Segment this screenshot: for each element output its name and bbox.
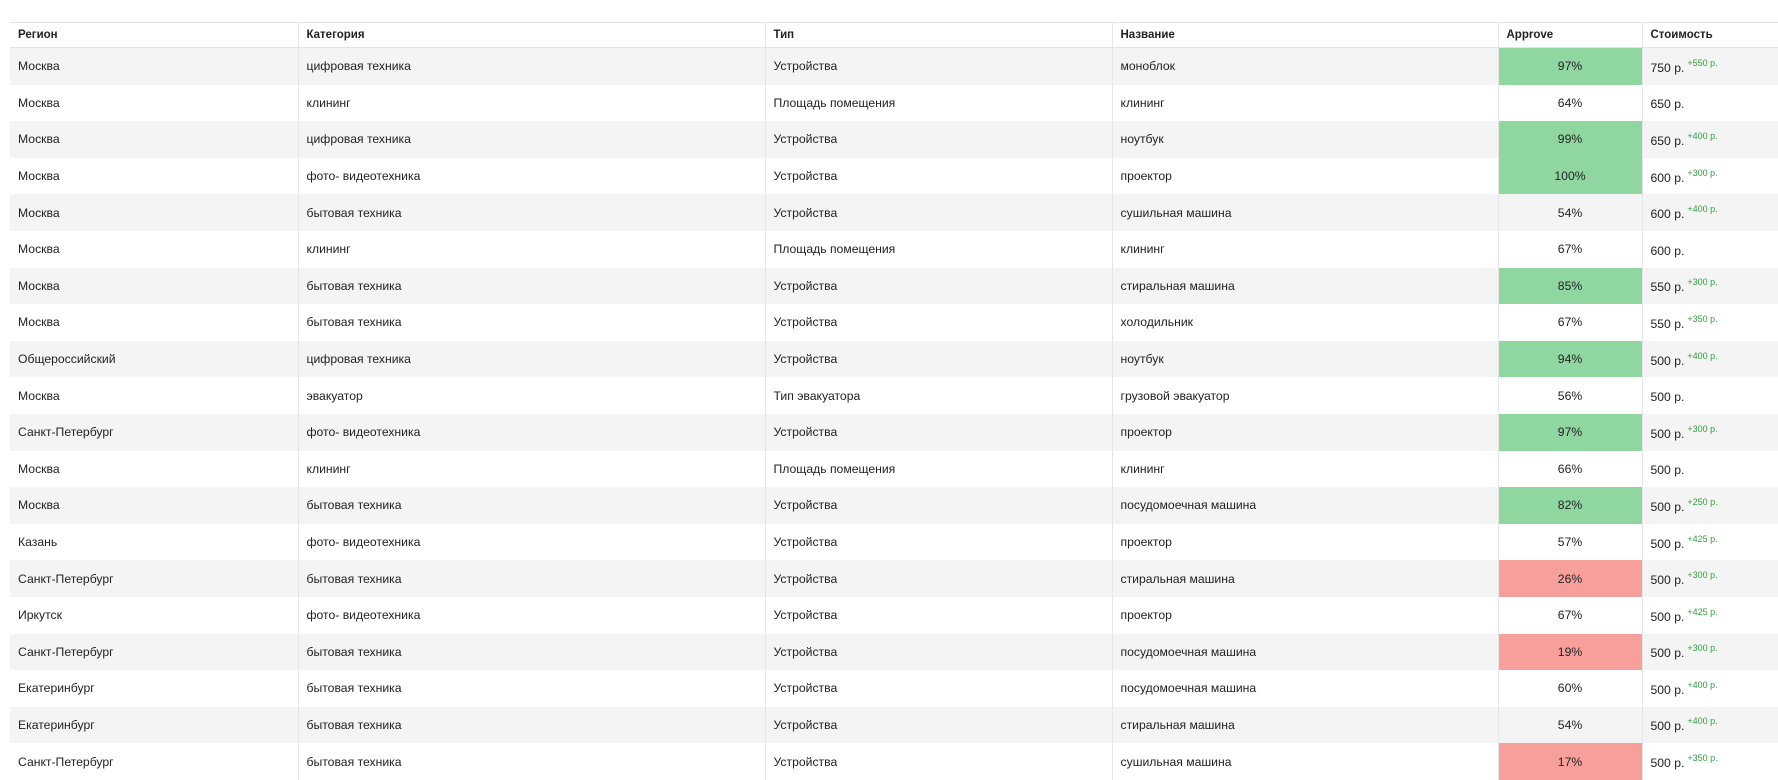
price-bonus: +300 р. (1687, 423, 1718, 434)
cell-name: ноутбук (1112, 341, 1498, 378)
price-value: 500 р. (1650, 390, 1685, 405)
table-row[interactable] (10, 268, 1778, 305)
cell-region: Москва (10, 268, 298, 305)
cell-cost (1642, 304, 1778, 341)
header-row (10, 23, 1778, 48)
cell-category: бытовая техника (298, 304, 765, 341)
cell-region: Екатеринбург (10, 670, 298, 707)
table-row[interactable] (10, 194, 1778, 231)
price-value: 550 р. (1650, 280, 1685, 295)
price-bonus: +400 р. (1687, 204, 1718, 215)
price-value: 500 р. (1650, 353, 1685, 368)
cell-cost (1642, 85, 1778, 122)
table-row[interactable] (10, 231, 1778, 268)
column-header-region[interactable]: Регион (10, 23, 298, 48)
cell-cost (1642, 231, 1778, 268)
cell-type: Устройства (765, 743, 1112, 780)
cell-name: грузовой эвакуатор (1112, 377, 1498, 414)
table-row[interactable] (10, 487, 1778, 524)
cell-cost (1642, 560, 1778, 597)
price-bonus: +400 р. (1687, 679, 1718, 690)
price-value: 500 р. (1650, 573, 1685, 588)
cell-category: цифровая техника (298, 121, 765, 158)
cell-approve: 17% (1498, 743, 1642, 780)
table-row[interactable] (10, 48, 1778, 85)
cell-region: Санкт-Петербург (10, 634, 298, 671)
cell-region: Санкт-Петербург (10, 414, 298, 451)
cell-name: сушильная машина (1112, 743, 1498, 780)
table-row[interactable] (10, 121, 1778, 158)
price-value: 500 р. (1650, 719, 1685, 734)
table-row[interactable] (10, 85, 1778, 122)
cell-region: Казань (10, 524, 298, 561)
cell-cost (1642, 158, 1778, 195)
cell-region: Общероссийский (10, 341, 298, 378)
cell-approve: 97% (1498, 414, 1642, 451)
cell-name: сушильная машина (1112, 194, 1498, 231)
table-row[interactable] (10, 743, 1778, 780)
cell-category: клининг (298, 85, 765, 122)
cell-name: клининг (1112, 451, 1498, 488)
cell-approve: 100% (1498, 158, 1642, 195)
cell-region: Москва (10, 304, 298, 341)
table-row[interactable] (10, 597, 1778, 634)
cell-region: Москва (10, 158, 298, 195)
table-row[interactable] (10, 377, 1778, 414)
cell-region: Москва (10, 231, 298, 268)
cell-category: фото- видеотехника (298, 158, 765, 195)
cell-type: Устройства (765, 194, 1112, 231)
price-value: 500 р. (1650, 682, 1685, 697)
cell-region: Москва (10, 194, 298, 231)
cell-cost (1642, 634, 1778, 671)
cell-category: цифровая техника (298, 341, 765, 378)
offers-table-container[interactable] (10, 22, 1778, 771)
price-bonus: +350 р. (1687, 313, 1718, 324)
cell-type: Устройства (765, 707, 1112, 744)
table-body (10, 48, 1778, 780)
price-value: 550 р. (1650, 316, 1685, 331)
cell-approve: 57% (1498, 524, 1642, 561)
cell-type: Устройства (765, 634, 1112, 671)
offers-table (10, 22, 1778, 780)
cell-type: Устройства (765, 158, 1112, 195)
cell-category: бытовая техника (298, 560, 765, 597)
price-bonus: +300 р. (1687, 643, 1718, 654)
cell-type: Устройства (765, 670, 1112, 707)
cell-category: бытовая техника (298, 670, 765, 707)
price-bonus: +300 р. (1687, 167, 1718, 178)
price-value: 650 р. (1650, 133, 1685, 148)
price-value: 500 р. (1650, 499, 1685, 514)
cell-cost (1642, 268, 1778, 305)
cell-cost (1642, 377, 1778, 414)
cell-region: Москва (10, 48, 298, 85)
cell-category: фото- видеотехника (298, 597, 765, 634)
cell-region: Санкт-Петербург (10, 743, 298, 780)
cell-type: Устройства (765, 597, 1112, 634)
price-value: 500 р. (1650, 646, 1685, 661)
table-row[interactable] (10, 414, 1778, 451)
cell-cost (1642, 414, 1778, 451)
column-header-type[interactable]: Тип (765, 23, 1112, 48)
cell-approve: 67% (1498, 231, 1642, 268)
price-bonus: +250 р. (1687, 496, 1718, 507)
column-header-approve[interactable]: Approve (1498, 23, 1642, 48)
cell-category: бытовая техника (298, 707, 765, 744)
cell-type: Устройства (765, 524, 1112, 561)
cell-name: стиральная машина (1112, 268, 1498, 305)
cell-cost (1642, 194, 1778, 231)
price-bonus: +400 р. (1687, 350, 1718, 361)
cell-cost (1642, 341, 1778, 378)
cell-type: Устройства (765, 560, 1112, 597)
table-header (10, 23, 1778, 48)
table-row[interactable] (10, 634, 1778, 671)
cell-cost (1642, 48, 1778, 85)
price-bonus: +400 р. (1687, 716, 1718, 727)
cell-approve: 67% (1498, 597, 1642, 634)
cell-region: Москва (10, 377, 298, 414)
cell-approve: 99% (1498, 121, 1642, 158)
cell-name: проектор (1112, 524, 1498, 561)
cell-region: Москва (10, 451, 298, 488)
cell-approve: 67% (1498, 304, 1642, 341)
column-header-name[interactable]: Название (1112, 23, 1498, 48)
cell-type: Тип эвакуатора (765, 377, 1112, 414)
cell-region: Санкт-Петербург (10, 560, 298, 597)
cell-category: бытовая техника (298, 634, 765, 671)
cell-name: ноутбук (1112, 121, 1498, 158)
cell-region: Иркутск (10, 597, 298, 634)
table-row[interactable] (10, 560, 1778, 597)
cell-name: проектор (1112, 158, 1498, 195)
cell-name: моноблок (1112, 48, 1498, 85)
cell-region: Москва (10, 487, 298, 524)
cell-type: Устройства (765, 121, 1112, 158)
cell-approve: 54% (1498, 707, 1642, 744)
price-bonus: +550 р. (1687, 57, 1718, 68)
cell-type: Устройства (765, 341, 1112, 378)
cell-name: холодильник (1112, 304, 1498, 341)
table-row[interactable] (10, 341, 1778, 378)
price-bonus: +300 р. (1687, 570, 1718, 581)
cell-type: Площадь помещения (765, 451, 1112, 488)
cell-approve: 85% (1498, 268, 1642, 305)
cell-type: Площадь помещения (765, 231, 1112, 268)
cell-region: Москва (10, 85, 298, 122)
column-header-category[interactable]: Категория (298, 23, 765, 48)
price-bonus: +300 р. (1687, 277, 1718, 288)
cell-category: клининг (298, 231, 765, 268)
cell-cost (1642, 707, 1778, 744)
price-value: 600 р. (1650, 207, 1685, 222)
cell-cost (1642, 451, 1778, 488)
price-value: 650 р. (1650, 97, 1685, 112)
cell-name: клининг (1112, 231, 1498, 268)
price-bonus: +350 р. (1687, 753, 1718, 764)
price-value: 500 р. (1650, 536, 1685, 551)
cell-cost (1642, 670, 1778, 707)
table-row[interactable] (10, 304, 1778, 341)
cell-category: фото- видеотехника (298, 414, 765, 451)
cell-category: бытовая техника (298, 743, 765, 780)
cell-category: цифровая техника (298, 48, 765, 85)
cell-type: Площадь помещения (765, 85, 1112, 122)
cell-type: Устройства (765, 304, 1112, 341)
table-row[interactable] (10, 670, 1778, 707)
cell-type: Устройства (765, 487, 1112, 524)
cell-category: бытовая техника (298, 268, 765, 305)
cell-name: посудомоечная машина (1112, 487, 1498, 524)
price-value: 500 р. (1650, 426, 1685, 441)
cell-approve: 56% (1498, 377, 1642, 414)
price-value: 600 р. (1650, 170, 1685, 185)
cell-name: проектор (1112, 414, 1498, 451)
cell-cost (1642, 524, 1778, 561)
cell-category: фото- видеотехника (298, 524, 765, 561)
cell-approve: 94% (1498, 341, 1642, 378)
cell-cost (1642, 597, 1778, 634)
table-row[interactable] (10, 707, 1778, 744)
cell-approve: 66% (1498, 451, 1642, 488)
price-value: 500 р. (1650, 756, 1685, 771)
cell-name: посудомоечная машина (1112, 634, 1498, 671)
table-row[interactable] (10, 524, 1778, 561)
cell-cost (1642, 743, 1778, 780)
price-value: 500 р. (1650, 609, 1685, 624)
cell-approve: 19% (1498, 634, 1642, 671)
cell-name: стиральная машина (1112, 707, 1498, 744)
price-value: 500 р. (1650, 463, 1685, 478)
column-header-cost[interactable]: Стоимость (1642, 23, 1778, 48)
cell-approve: 82% (1498, 487, 1642, 524)
cell-approve: 26% (1498, 560, 1642, 597)
cell-type: Устройства (765, 268, 1112, 305)
table-row[interactable] (10, 158, 1778, 195)
price-bonus: +425 р. (1687, 533, 1718, 544)
cell-category: клининг (298, 451, 765, 488)
cell-approve: 60% (1498, 670, 1642, 707)
cell-region: Екатеринбург (10, 707, 298, 744)
cell-region: Москва (10, 121, 298, 158)
cell-category: бытовая техника (298, 194, 765, 231)
cell-approve: 54% (1498, 194, 1642, 231)
cell-category: бытовая техника (298, 487, 765, 524)
cell-approve: 97% (1498, 48, 1642, 85)
table-row[interactable] (10, 451, 1778, 488)
cell-type: Устройства (765, 48, 1112, 85)
cell-name: клининг (1112, 85, 1498, 122)
cell-approve: 64% (1498, 85, 1642, 122)
cell-category: эвакуатор (298, 377, 765, 414)
price-value: 600 р. (1650, 243, 1685, 258)
cell-name: стиральная машина (1112, 560, 1498, 597)
cell-cost (1642, 121, 1778, 158)
cell-name: проектор (1112, 597, 1498, 634)
cell-name: посудомоечная машина (1112, 670, 1498, 707)
price-bonus: +425 р. (1687, 606, 1718, 617)
cell-cost (1642, 487, 1778, 524)
price-value: 750 р. (1650, 60, 1685, 75)
cell-type: Устройства (765, 414, 1112, 451)
price-bonus: +400 р. (1687, 130, 1718, 141)
